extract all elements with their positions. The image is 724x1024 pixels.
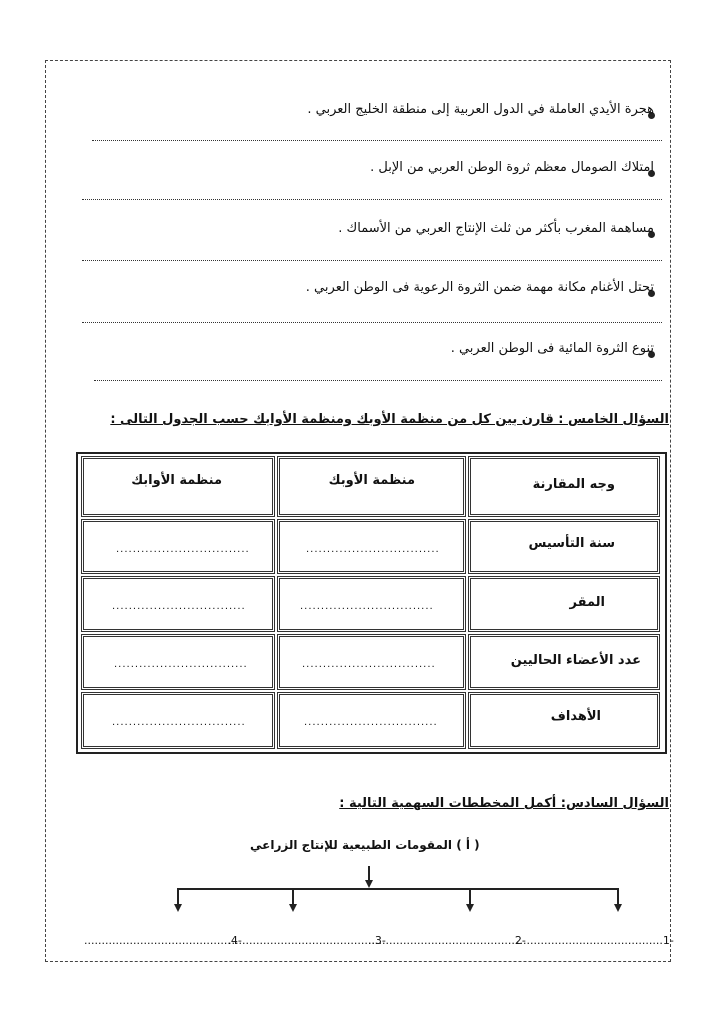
question-6-heading: السؤال السادس: أكمل المخططات السهمية التالية : <box>339 796 669 811</box>
table-answer-cell[interactable]: ................................ <box>81 576 275 632</box>
diagram-answer-2[interactable]: ..........................................2- <box>368 934 526 947</box>
table-header-cell: منظمة الأوابك <box>81 456 275 517</box>
table-answer-cell[interactable]: ................................ <box>277 576 466 632</box>
table-row-label: عدد الأعضاء الحاليين <box>468 634 660 690</box>
arrow-down-icon <box>289 904 297 912</box>
diagram-answer-4[interactable]: ..........................................4- <box>84 934 242 947</box>
arrow-down-icon <box>614 904 622 912</box>
table-answer-cell[interactable]: ................................ <box>277 519 466 574</box>
diagram-answer-1[interactable]: ..........................................1- <box>516 934 674 947</box>
answer-line[interactable] <box>82 322 662 323</box>
table-row-label: سنة التأسيس <box>468 519 660 574</box>
table-answer-cell[interactable]: ................................ <box>81 519 275 574</box>
diagram-title: ( أ ) المقومات الطبيعية للإنتاج الزراعي <box>250 838 480 852</box>
table-header-cell: وجه المقارنة <box>468 456 660 517</box>
table-header-cell: منظمة الأوبك <box>277 456 466 517</box>
arrow-down-icon <box>365 880 373 888</box>
arrow-down-icon <box>174 904 182 912</box>
bullet-item: تنوع الثروة المائية فى الوطن العربي . <box>450 341 654 356</box>
table-row-label: المقر <box>468 576 660 632</box>
answer-line[interactable] <box>94 380 662 381</box>
answer-line[interactable] <box>92 140 662 141</box>
table-answer-cell[interactable]: ................................ <box>277 692 466 749</box>
answer-line[interactable] <box>82 260 662 261</box>
arrow-down-icon <box>466 904 474 912</box>
bullet-item: امتلاك الصومال معظم ثروة الوطن العربي من الإبل . <box>370 160 654 175</box>
table-answer-cell[interactable]: ................................ <box>277 634 466 690</box>
table-answer-cell[interactable]: ................................ <box>81 634 275 690</box>
table-row-label: الأهداف <box>468 692 660 749</box>
question-5-heading: السؤال الخامس : قارن بين كل من منظمة الأوبك ومنظمة الأوابك حسب الجدول التالى : <box>110 412 669 427</box>
table-answer-cell[interactable]: ................................ <box>81 692 275 749</box>
diagram-answer-3[interactable]: ..........................................3- <box>228 934 386 947</box>
bullet-item: هجرة الأيدي العاملة في الدول العربية إلى منطقة الخليج العربي . <box>307 102 654 117</box>
bullet-item: تحتل الأغنام مكانة مهمة ضمن الثروة الرعوية فى الوطن العربي . <box>305 280 654 295</box>
bullet-item: مساهمة المغرب بأكثر من ثلث الإنتاج العربي من الأسماك . <box>338 221 654 236</box>
answer-line[interactable] <box>82 199 662 200</box>
